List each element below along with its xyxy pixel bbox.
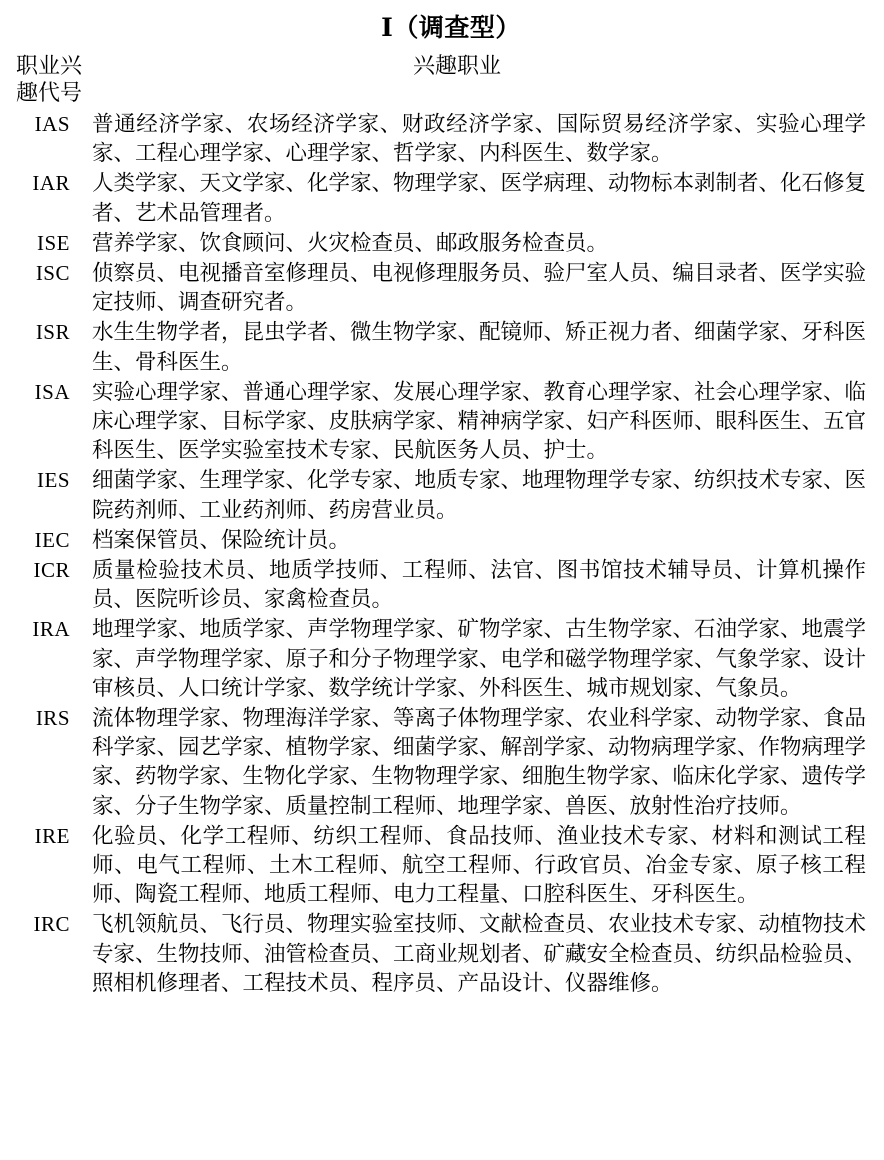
table-row — [0, 229, 884, 258]
table-row — [0, 526, 884, 555]
occupation-list: 细菌学家、生理学家、化学专家、地质专家、地理物理学专家、纺织技术专家、医院药剂师、工业药剂师、药房营业员。 — [92, 468, 867, 522]
interest-code: IRC — [33, 912, 70, 937]
table-row — [0, 910, 884, 998]
table-row — [0, 169, 884, 227]
table-row — [0, 318, 884, 376]
interest-code: IRE — [34, 823, 70, 848]
code-column-header-line2: 趣代号 — [16, 80, 83, 105]
interest-code: ISR — [35, 320, 70, 345]
interest-code: IRS — [35, 706, 70, 731]
interest-code: IRA — [32, 617, 70, 642]
table-row — [0, 556, 884, 614]
occupation-list: 营养学家、饮食顾问、火灾检查员、邮政服务检查员。 — [92, 230, 609, 255]
occupation-list: 流体物理学家、物理海洋学家、等离子体物理学家、农业科学家、动物学家、食品科学家、园艺学家、植物学家、细菌学家、解剖学家、动物病理学家、作物病理学家、药物学家、生物化学家、生物物理学家、细胞生物学家、临床化学家、遗传学家、分子生物学家、质量控制工程师、地理学家、兽医、放射性治疗技师。 — [92, 706, 867, 818]
occupation-list: 人类学家、天文学家、化学家、物理学家、医学病理、动物标本剥制者、化石修复者、艺术品管理者。 — [92, 171, 867, 225]
table-row — [0, 378, 884, 466]
occupation-column-header: 兴趣职业 — [412, 53, 501, 78]
page-title: Ⅰ（调查型） — [381, 15, 521, 42]
table-row — [0, 466, 884, 524]
table-row — [0, 822, 884, 910]
table-row — [0, 615, 884, 703]
table-row — [0, 110, 884, 168]
occupation-list: 飞机领航员、飞行员、物理实验室技师、文献检查员、农业技术专家、动植物技术专家、生物技师、油管检查员、工商业规划者、矿藏安全检查员、纺织品检验员、照相机修理者、工程技术员、程序员、产品设计、仪器维修。 — [92, 912, 867, 995]
document-page — [0, 12, 884, 1160]
occupation-list: 实验心理学家、普通心理学家、发展心理学家、教育心理学家、社会心理学家、临床心理学家、目标学家、皮肤病学家、精神病学家、妇产科医师、眼科医生、五官科医生、医学实验室技术专家、民航医务人员、护士。 — [92, 379, 867, 463]
interest-code: IAS — [34, 112, 70, 136]
table-row — [0, 259, 884, 317]
column-headers — [0, 52, 884, 108]
entry-list — [0, 110, 884, 998]
interest-code: IES — [37, 468, 70, 493]
code-column-header-line1: 职业兴 — [16, 53, 83, 78]
interest-code: ISE — [37, 230, 70, 255]
occupation-list: 档案保管员、保险统计员。 — [92, 527, 351, 552]
table-row — [0, 704, 884, 821]
interest-code: ISC — [35, 261, 70, 286]
occupation-list: 水生生物学者，昆虫学者、微生物学家、配镜师、矫正视力者、细菌学家、牙科医生、骨科医生。 — [92, 320, 867, 374]
occupation-list: 地理学家、地质学家、声学物理学家、矿物学家、古生物学家、石油学家、地震学家、声学物理学家、原子和分子物理学家、电学和磁学物理学家、气象学家、设计审核员、人口统计学家、数学统计学家、外科医生、城市规划家、气象员。 — [92, 617, 867, 700]
interest-code: IEC — [34, 527, 70, 552]
interest-code: IAR — [32, 171, 70, 196]
occupation-list: 普通经济学家、农场经济学家、财政经济学家、国际贸易经济学家、实验心理学家、工程心理学家、心理学家、哲学家、内科医生、数学家。 — [92, 112, 866, 166]
occupation-list: 侦察员、电视播音室修理员、电视修理服务员、验尸室人员、编目录者、医学实验定技师、调查研究者。 — [92, 261, 867, 315]
occupation-list: 化验员、化学工程师、纺织工程师、食品技师、渔业技术专家、材料和测试工程师、电气工程师、土木工程师、航空工程师、行政官员、冶金专家、原子核工程师、陶瓷工程师、地质工程师、电力工程量、口腔科医生、牙科医生。 — [92, 823, 866, 907]
occupation-list: 质量检验技术员、地质学技师、工程师、法官、图书馆技术辅导员、计算机操作员、医院听诊员、家禽检查员。 — [92, 558, 866, 612]
interest-code: ICR — [33, 558, 70, 583]
interest-code: ISA — [34, 379, 70, 404]
